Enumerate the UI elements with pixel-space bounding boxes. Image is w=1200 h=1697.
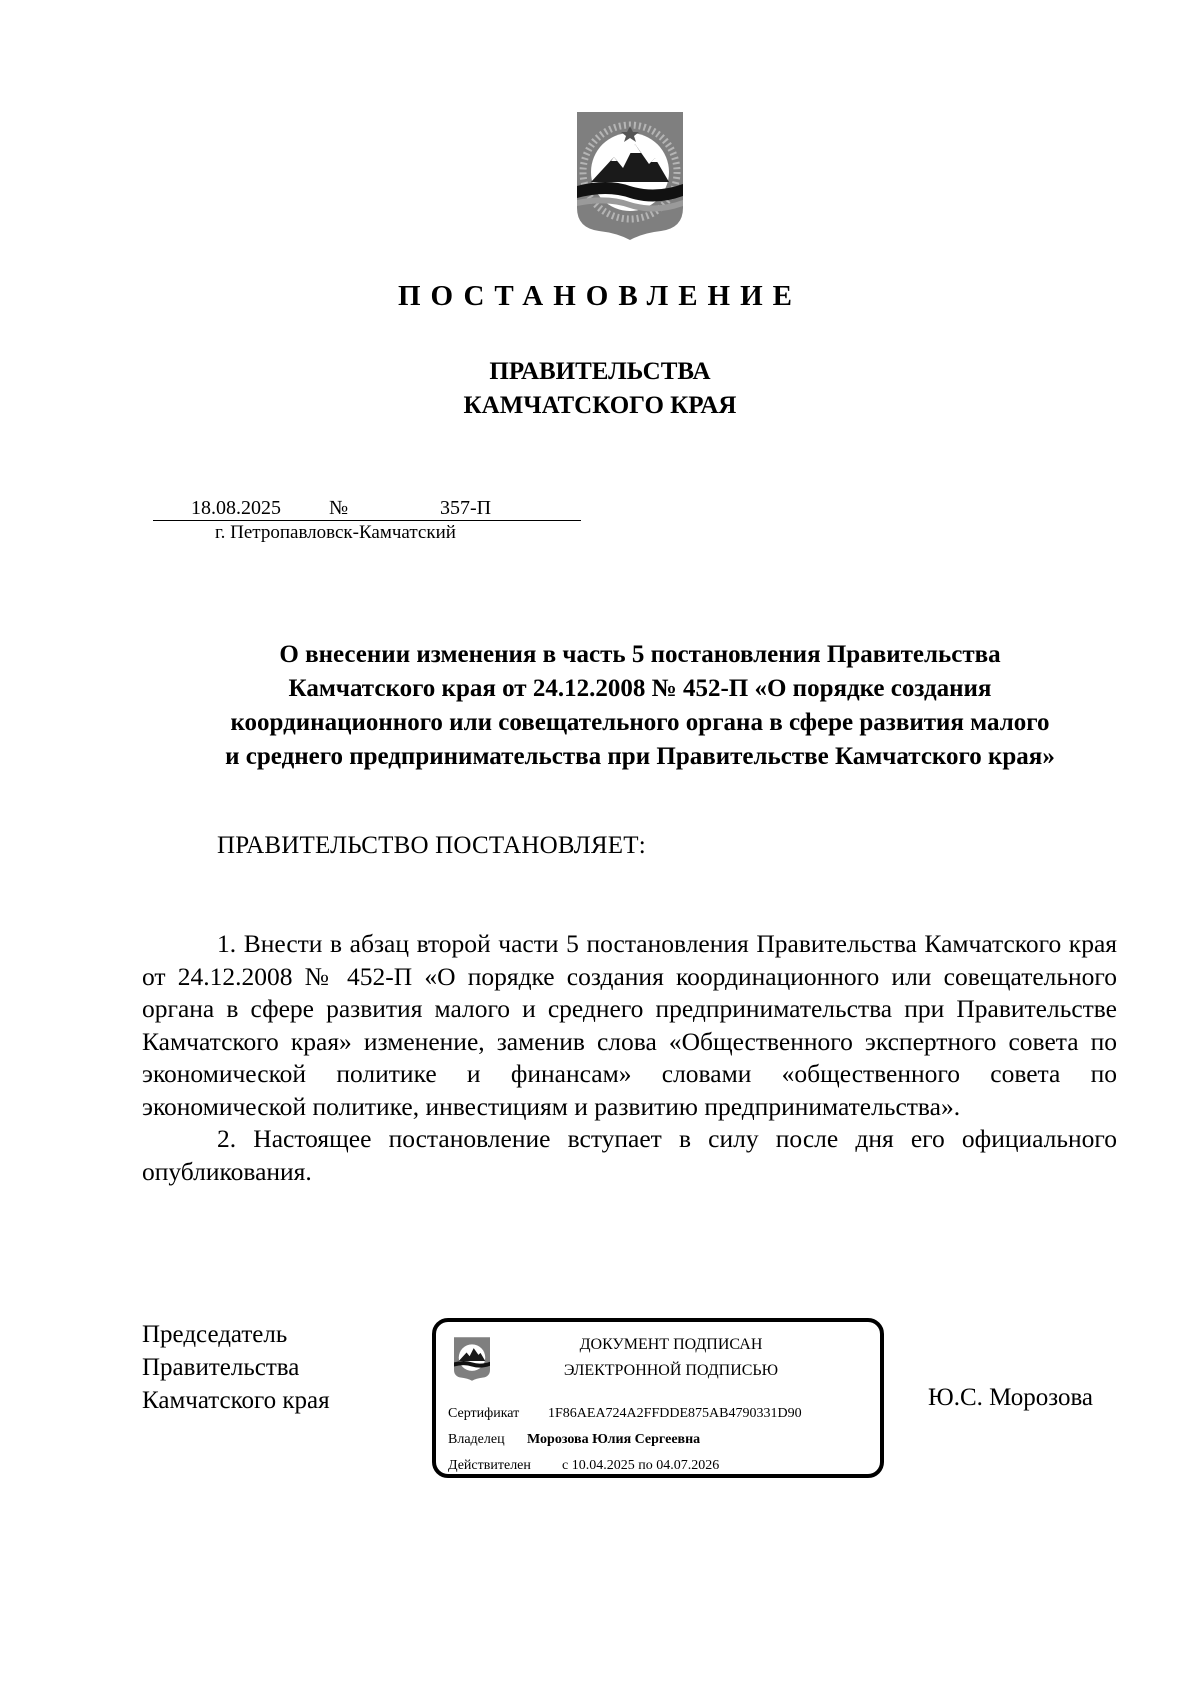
certificate-value: 1F86AEA724A2FFDDE875AB4790331D90 <box>548 1406 802 1421</box>
electronic-signature-stamp <box>432 1318 884 1478</box>
document-subject <box>160 638 1120 774</box>
issuing-authority <box>0 355 1200 423</box>
subject-line-1: О внесении изменения в часть 5 постановления Правительства <box>279 641 1001 668</box>
document-type-title: ПОСТАНОВЛЕНИЕ <box>397 280 802 312</box>
coat-of-arms-emblem <box>577 112 683 240</box>
signer-title-line-3: Камчатского края <box>142 1387 330 1414</box>
issuing-city: г. Петропавловск-Камчатский <box>215 522 456 543</box>
certificate-label: Сертификат <box>448 1406 520 1421</box>
stamp-heading <box>526 1332 816 1384</box>
owner-row <box>448 1432 700 1448</box>
signer-title <box>142 1318 330 1417</box>
subject-line-3: координационного или совещательного органа в сфере развития малого <box>230 709 1050 736</box>
signer-title-line-1: Председатель <box>142 1321 288 1348</box>
certificate-row <box>448 1406 802 1422</box>
owner-label: Владелец <box>448 1432 505 1447</box>
subject-line-4: и среднего предпринимательства при Правительстве Камчатского края» <box>225 743 1055 770</box>
paragraph-2: 2. Настоящее постановление вступает в силу после дня его официального опубликования. <box>142 1124 1117 1186</box>
validity-value: с 10.04.2025 по 04.07.2026 <box>562 1458 720 1473</box>
validity-label: Действителен <box>448 1458 531 1473</box>
stamp-heading-line-2: ЭЛЕКТРОННОЙ ПОДПИСЬЮ <box>563 1362 779 1379</box>
subject-line-2: Камчатского края от 24.12.2008 № 452-П «О порядке создания <box>288 675 992 702</box>
validity-row <box>448 1458 719 1474</box>
date-number-line <box>153 492 581 521</box>
stamp-emblem-icon <box>454 1336 490 1382</box>
owner-value: Морозова Юлия Сергеевна <box>527 1432 701 1447</box>
document-date: 18.08.2025 <box>191 497 281 519</box>
authority-line-1: ПРАВИТЕЛЬСТВА <box>489 358 711 385</box>
signer-name: Ю.С. Морозова <box>928 1384 1094 1411</box>
document-number: 357-П <box>440 497 492 519</box>
authority-line-2: КАМЧАТСКОГО КРАЯ <box>463 392 737 419</box>
document-body <box>142 928 1117 1188</box>
number-sign: № <box>329 497 349 519</box>
paragraph-1: 1. Внести в абзац второй части 5 постановления Правительства Камчатского края от 24.12.2008 № 452-П «О порядке создания координационного или совещательного органа в сфере развития малого и среднего предпринимательства при Правительстве Камчатского края» изменение, заменив слова «Общественного экспертного совета по экономической политике и финансам» словами «общественного совета по экономической политике, инвестициям и развитию предпринимательства». <box>142 929 1117 1121</box>
signer-title-line-2: Правительства <box>142 1354 300 1381</box>
stamp-heading-line-1: ДОКУМЕНТ ПОДПИСАН <box>579 1336 763 1353</box>
decree-statement: ПРАВИТЕЛЬСТВО ПОСТАНОВЛЯЕТ: <box>217 832 646 859</box>
